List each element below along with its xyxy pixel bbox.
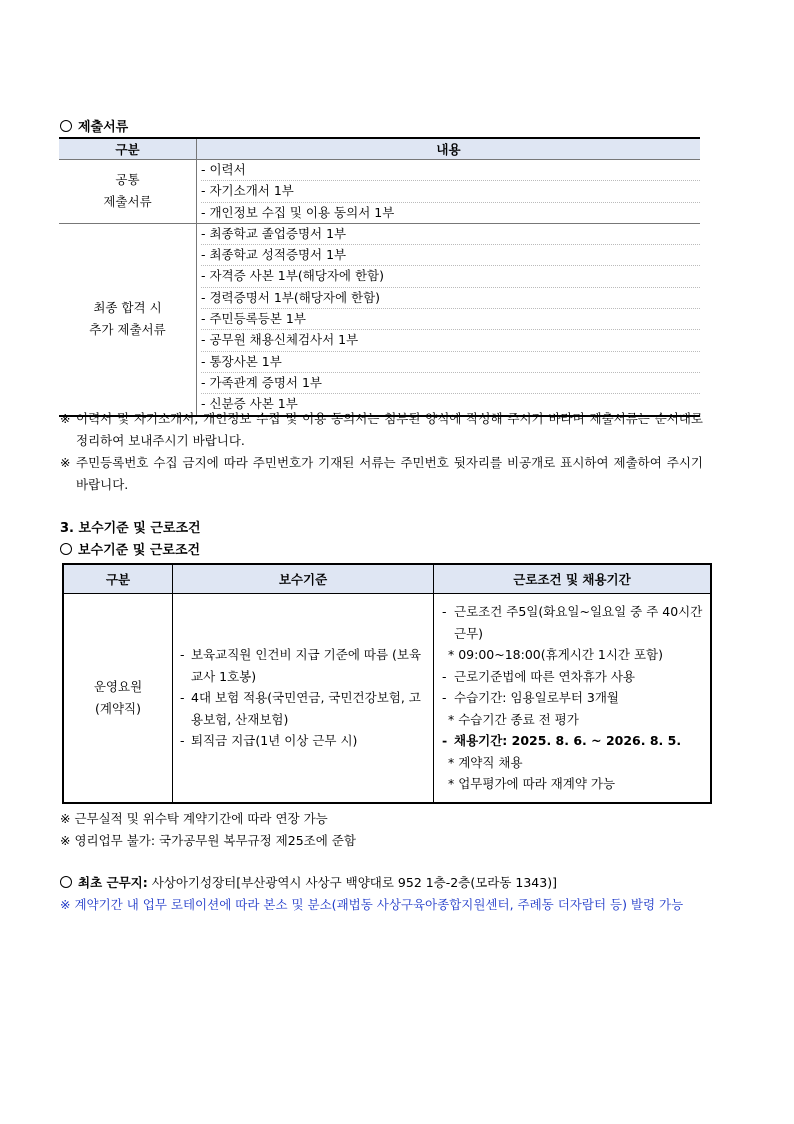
dash: - xyxy=(180,647,185,663)
category-line: 제출서류 xyxy=(103,194,152,210)
list-item: - 통장사본 1부 xyxy=(201,352,700,373)
category-line: 추가 제출서류 xyxy=(89,322,166,338)
condition-subitem: * 업무평가에 따라 재계약 가능 xyxy=(448,776,616,792)
section-heading-pay xyxy=(60,539,200,558)
row-items xyxy=(197,223,701,415)
pay-criteria xyxy=(173,594,434,804)
workplace-label: 최초 근무지: xyxy=(78,875,148,890)
column-header: 구분 xyxy=(63,564,173,594)
condition-item-period xyxy=(434,730,710,752)
dash: - xyxy=(442,604,447,620)
category-line: 최종 합격 시 xyxy=(93,300,162,316)
dash: - xyxy=(180,690,185,706)
list-item: - 주민등록등본 1부 xyxy=(201,309,700,330)
pay-item-text: 퇴직금 지급(1년 이상 근무 시) xyxy=(191,733,358,749)
column-header: 보수기준 xyxy=(173,564,434,594)
note-profit-business: ※ 영리업무 불가: 국가공무원 복무규정 제25조에 준함 xyxy=(60,833,356,848)
pay-item xyxy=(173,687,433,730)
table-row xyxy=(59,223,700,415)
list-item: - 신분증 사본 1부 xyxy=(201,396,298,412)
note-documents-form xyxy=(60,408,703,452)
column-header: 근로조건 및 채용기간 xyxy=(434,564,712,594)
note-text: 이력서 및 자기소개서, 개인정보 수집 및 이용 동의서는 첨부된 양식에 작성해 주시기 바라며 제출서류는 순서대로 정리하여 보내주시기 바랍니다. xyxy=(76,411,703,448)
table-header-row xyxy=(59,138,700,160)
workplace-rotation-note: ※ 계약기간 내 업무 로테이션에 따라 본소 및 분소(괘법동 사상구육아종합지원센터, 주례동 더자람터 등) 발령 가능 xyxy=(60,897,684,912)
workplace-value: 사상아기성장터[부산광역시 사상구 백양대로 952 1층-2층(모라동 1343)] xyxy=(147,875,557,890)
pay-item-text: 4대 보험 적용(국민연금, 국민건강보험, 고용보험, 산재보험) xyxy=(191,690,421,727)
pay-item xyxy=(173,644,433,687)
note-mark: ※ xyxy=(60,455,71,470)
work-conditions xyxy=(434,594,712,804)
pay-item xyxy=(173,730,433,752)
list-item: - 자기소개서 1부 xyxy=(201,181,700,202)
note-text: 주민등록번호 수집 금지에 따라 주민번호가 기재된 서류는 주민번호 뒷자리를 비공개로 표시하여 제출하여 주시기 바랍니다. xyxy=(76,455,703,492)
pay-conditions-table xyxy=(62,563,712,804)
condition-text: 근로기준법에 따른 연차휴가 사용 xyxy=(454,668,635,684)
row-category xyxy=(59,160,197,224)
category-line: (계약직) xyxy=(95,701,141,716)
note-extension: ※ 근무실적 및 위수탁 계약기간에 따라 연장 가능 xyxy=(60,811,328,826)
heading-text: 보수기준 및 근로조건 xyxy=(78,543,201,558)
condition-subitem: * 계약직 채용 xyxy=(448,754,523,770)
note-resident-number xyxy=(60,452,703,496)
list-item: - 최종학교 졸업증명서 1부 xyxy=(201,224,700,245)
condition-item xyxy=(434,687,710,709)
dash: - xyxy=(442,733,448,749)
dash: - xyxy=(180,733,185,749)
condition-subitem: * 09:00~18:00(휴게시간 1시간 포함) xyxy=(448,647,663,663)
dash: - xyxy=(442,690,447,706)
circle-bullet-icon xyxy=(60,876,72,888)
list-item: - 최종학교 성적증명서 1부 xyxy=(201,245,700,266)
section-title: 3. 보수기준 및 근로조건 xyxy=(60,521,201,536)
table-row xyxy=(59,160,700,224)
list-item: - 경력증명서 1부(해당자에 한함) xyxy=(201,288,700,309)
category-line: 공통 xyxy=(115,172,140,188)
pay-item-text: 보육교직원 인건비 지급 기준에 따름 (보육교사 1호봉) xyxy=(191,647,422,684)
condition-text: 근로조건 주5일(화요일~일요일 중 주 40시간 근무) xyxy=(454,604,703,641)
section-heading-documents xyxy=(60,116,128,135)
list-item: - 개인정보 수집 및 이용 동의서 1부 xyxy=(201,204,395,220)
circle-bullet-icon xyxy=(60,543,72,555)
note-mark: ※ xyxy=(60,411,71,426)
table-header-row xyxy=(63,564,711,594)
workplace-line xyxy=(60,872,557,894)
condition-text: 수습기간: 임용일로부터 3개월 xyxy=(454,690,620,706)
list-item: - 가족관계 증명서 1부 xyxy=(201,373,700,394)
condition-item xyxy=(434,666,710,688)
heading-text: 제출서류 xyxy=(78,120,129,135)
documents-table xyxy=(59,137,700,417)
row-category xyxy=(63,594,173,804)
condition-item xyxy=(434,601,710,644)
condition-text: 채용기간: 2025. 8. 6. ~ 2026. 8. 5. xyxy=(454,733,682,749)
list-item: - 공무원 채용신체검사서 1부 xyxy=(201,330,700,351)
condition-subitem: * 수습기간 종료 전 평가 xyxy=(448,711,579,727)
category-line: 운영요원 xyxy=(93,679,143,694)
column-header: 구분 xyxy=(59,138,197,160)
list-item: - 이력서 xyxy=(201,160,700,181)
list-item: - 자격증 사본 1부(해당자에 한함) xyxy=(201,266,700,287)
table-row xyxy=(63,594,711,804)
row-items xyxy=(197,160,701,224)
dash: - xyxy=(442,668,447,684)
row-category xyxy=(59,223,197,415)
circle-bullet-icon xyxy=(60,120,72,132)
column-header: 내용 xyxy=(197,138,701,160)
